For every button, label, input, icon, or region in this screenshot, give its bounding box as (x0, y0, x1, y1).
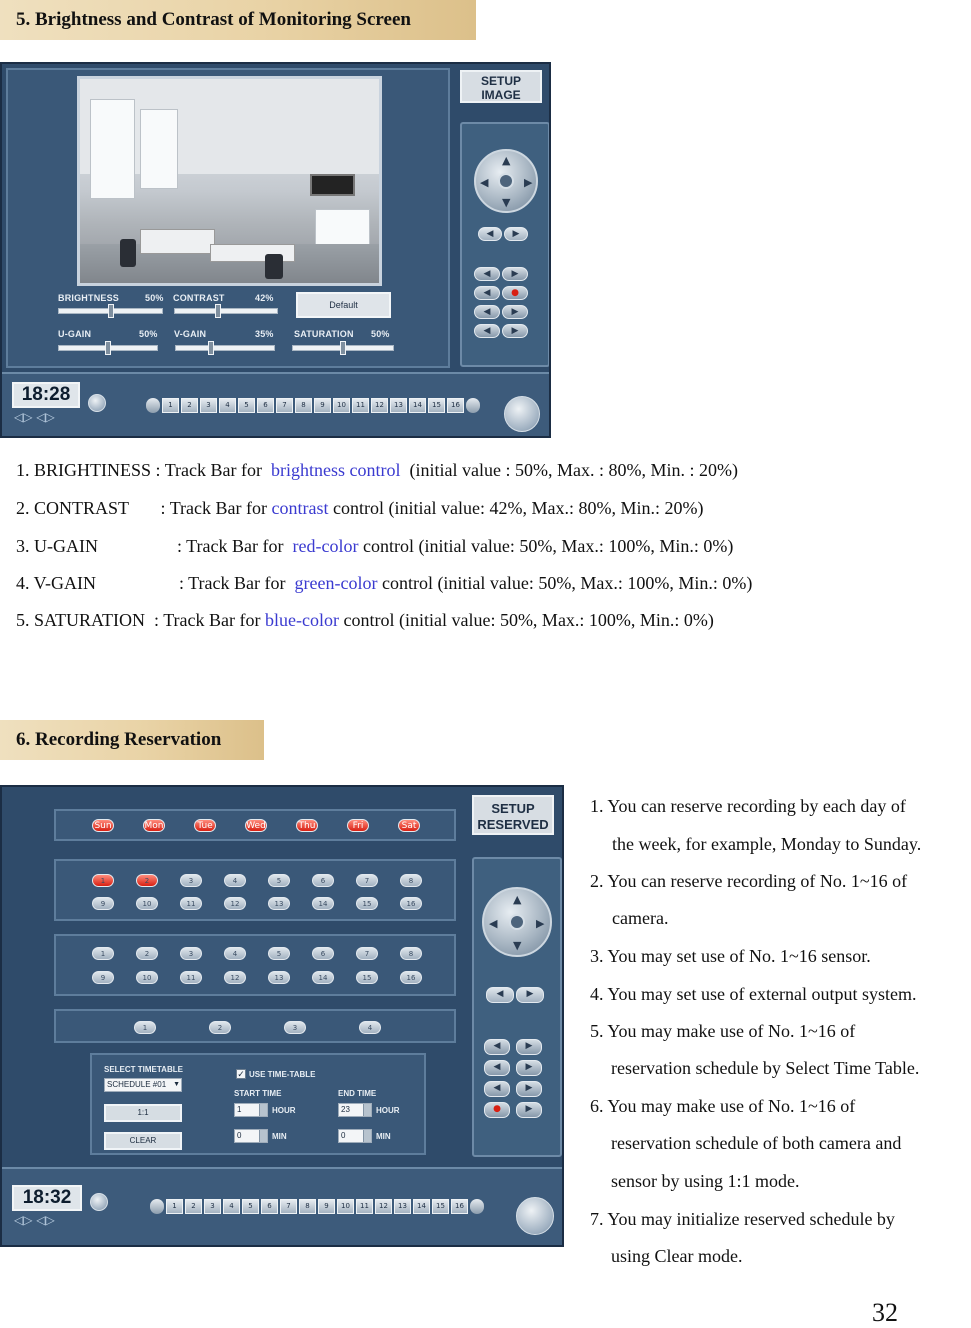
bottom-bar-2 (2, 1167, 564, 1247)
saturation-value: 50% (371, 329, 390, 339)
func-button-4[interactable]: ▶ (516, 1060, 542, 1076)
camera-button-8[interactable]: 8 (400, 874, 422, 887)
channel-button-16[interactable]: 16 (451, 1199, 468, 1214)
arrow-left-icon[interactable]: ◀ (489, 917, 498, 930)
camera-button-11[interactable]: 11 (180, 897, 202, 910)
channel-button-3[interactable]: 3 (204, 1199, 221, 1214)
arrow-right-icon[interactable]: ▶ (524, 176, 533, 189)
default-button[interactable]: Default (296, 292, 391, 318)
wall-tv (310, 174, 355, 196)
u-gain-value: 50% (139, 329, 158, 339)
func-button-8[interactable]: ▶ (516, 1102, 542, 1118)
sensor-button-6[interactable]: 6 (312, 947, 334, 960)
camera-view (77, 76, 382, 286)
arrow-up-icon[interactable]: ▲ (513, 893, 522, 906)
sensor-button-16[interactable]: 16 (400, 971, 422, 984)
sensor-button-13[interactable]: 13 (268, 971, 290, 984)
end-hour-label: HOUR (376, 1106, 400, 1115)
iris-close-button[interactable]: ◀ (474, 305, 500, 319)
sensor-button-9[interactable]: 9 (92, 971, 114, 984)
camera-button-1[interactable]: 1 (92, 874, 114, 887)
camera-button-16[interactable]: 16 (400, 897, 422, 910)
brightness-label: BRIGHTNESS (58, 293, 120, 303)
s6-item-7-line1: 7. You may initialize reserved schedule by (590, 1209, 895, 1229)
arrow-left-icon[interactable]: ◀ (480, 176, 489, 189)
channel-button-4[interactable]: 4 (223, 1199, 240, 1214)
func-button-6[interactable]: ▶ (516, 1081, 542, 1097)
select-timetable-label: SELECT TIMETABLE (104, 1065, 183, 1074)
section-5-heading: 5. Brightness and Contrast of Monitoring Screen (0, 0, 476, 40)
s5-item-1: 1. BRIGHTINESS : Track Bar for brightness control (initial value : 50%, Max. : 80%, Min. : 20%) (16, 460, 738, 480)
camera-button-7[interactable]: 7 (356, 874, 378, 887)
channel-button-9[interactable]: 9 (314, 398, 331, 413)
s6-item-4-line1: 4. You may set use of external output system. (590, 984, 917, 1004)
iris-open-button[interactable]: ▶ (502, 305, 528, 319)
channel-button-9[interactable]: 9 (318, 1199, 335, 1214)
schedule-select[interactable]: SCHEDULE #01 ▼ (104, 1078, 182, 1092)
start-min-input[interactable]: 0 (234, 1129, 268, 1143)
day-button-tue[interactable]: Tue (194, 819, 216, 832)
bottom-bar (2, 372, 551, 438)
next-button[interactable]: ▶ (504, 227, 528, 241)
camera-button-3[interactable]: 3 (180, 874, 202, 887)
preset-right-button[interactable]: ▶ (502, 324, 528, 338)
sensor-button-14[interactable]: 14 (312, 971, 334, 984)
sensor-button-15[interactable]: 15 (356, 971, 378, 984)
start-hour-label: HOUR (272, 1106, 296, 1115)
channel-button-7[interactable]: 7 (280, 1199, 297, 1214)
sensor-button-2[interactable]: 2 (136, 947, 158, 960)
channel-button-14[interactable]: 14 (413, 1199, 430, 1214)
s6-item-1-line2: the week, for example, Monday to Sunday. (612, 834, 922, 854)
start-min-label: MIN (272, 1132, 287, 1141)
camera-button-6[interactable]: 6 (312, 874, 334, 887)
channel-button-6[interactable]: 6 (261, 1199, 278, 1214)
clock-nav-icons[interactable]: ◁▷ ◁▷ (14, 410, 55, 424)
joystick-center[interactable] (498, 173, 514, 189)
brightness-slider[interactable] (58, 308, 163, 314)
section-6-heading: 6. Recording Reservation (0, 720, 264, 760)
next-button-2[interactable]: ▶ (516, 987, 544, 1003)
arrow-down-icon[interactable]: ▼ (502, 196, 511, 209)
channel-button-5[interactable]: 5 (238, 398, 255, 413)
end-min-label: MIN (376, 1132, 391, 1141)
camera-button-4[interactable]: 4 (224, 874, 246, 887)
eject-button[interactable] (88, 394, 106, 412)
s5-item-4: 4. V-GAIN : Track Bar for green-color control (initial value: 50%, Max.: 100%, Min.: 0%) (16, 573, 753, 593)
func-button-3[interactable]: ◀ (484, 1060, 510, 1076)
func-button-1[interactable]: ◀ (484, 1039, 510, 1055)
s6-item-2-line2: camera. (612, 908, 669, 928)
channel-button-14[interactable]: 14 (409, 398, 426, 413)
v-gain-value: 35% (255, 329, 274, 339)
contrast-slider-thumb[interactable] (215, 304, 221, 318)
contrast-slider[interactable] (174, 308, 278, 314)
camera-button-15[interactable]: 15 (356, 897, 378, 910)
channel-button-2[interactable]: 2 (181, 398, 198, 413)
use-timetable-label: USE TIME-TABLE (249, 1070, 316, 1079)
strip-left-cap[interactable] (146, 398, 160, 413)
channel-strip (146, 398, 480, 413)
sensor-button-12[interactable]: 12 (224, 971, 246, 984)
zoom-out-button[interactable]: ◀ (474, 267, 500, 281)
channel-button-6[interactable]: 6 (257, 398, 274, 413)
camera-button-2[interactable]: 2 (136, 874, 158, 887)
strip-right-cap[interactable] (470, 1199, 484, 1214)
image-setup-screenshot (0, 62, 551, 438)
ptz-joystick[interactable] (474, 149, 538, 213)
prev-button[interactable]: ◀ (478, 227, 502, 241)
channel-button-12[interactable]: 12 (375, 1199, 392, 1214)
output-button-1[interactable]: 1 (134, 1021, 156, 1034)
sensor-button-7[interactable]: 7 (356, 947, 378, 960)
channel-button-13[interactable]: 13 (394, 1199, 411, 1214)
ptz-joystick-2[interactable] (482, 887, 552, 957)
s6-item-6-line2: reservation schedule of both camera and (611, 1133, 902, 1153)
s6-item-7-line2: using Clear mode. (611, 1246, 743, 1266)
channel-button-15[interactable]: 15 (432, 1199, 449, 1214)
sensor-button-5[interactable]: 5 (268, 947, 290, 960)
sensor-panel (54, 934, 456, 996)
s6-item-3-line1: 3. You may set use of No. 1~16 sensor. (590, 946, 871, 966)
use-timetable-checkbox[interactable]: ✓ (237, 1069, 245, 1079)
func-button-2[interactable]: ▶ (516, 1039, 542, 1055)
channel-strip-2 (150, 1199, 484, 1214)
s6-item-6-line3: sensor by using 1:1 mode. (611, 1171, 800, 1191)
s6-item-2-line1: 2. You can reserve recording of No. 1~16 of (590, 871, 908, 891)
day-button-thu[interactable]: Thu (296, 819, 318, 832)
day-button-sat[interactable]: Sat (398, 819, 420, 832)
contrast-value: 42% (255, 293, 274, 303)
saturation-label: SATURATION (294, 329, 354, 339)
day-button-mon[interactable]: Mon (144, 821, 164, 831)
s5-item-3: 3. U-GAIN : Track Bar for red-color control (initial value: 50%, Max.: 100%, Min.: 0%) (16, 536, 734, 556)
sensor-button-3[interactable]: 3 (180, 947, 202, 960)
camera-button-10[interactable]: 10 (136, 897, 158, 910)
channel-button-5[interactable]: 5 (242, 1199, 259, 1214)
channel-button-7[interactable]: 7 (276, 398, 293, 413)
channel-button-8[interactable]: 8 (299, 1199, 316, 1214)
clock-nav-icons-2[interactable]: ◁▷ ◁▷ (14, 1213, 55, 1227)
u-gain-slider-thumb[interactable] (105, 341, 111, 355)
clock-display-2: 18:32 (12, 1185, 82, 1211)
channel-button-16[interactable]: 16 (447, 398, 464, 413)
contrast-label: CONTRAST (173, 293, 225, 303)
camera-panel (54, 859, 456, 921)
setup-image-label: SETUP IMAGE (460, 70, 542, 103)
s5-item-2: 2. CONTRAST : Track Bar for contrast control (initial value: 42%, Max.: 80%, Min.: 20%) (16, 498, 704, 518)
channel-button-4[interactable]: 4 (219, 398, 236, 413)
focus-far-button[interactable]: ● (502, 286, 528, 300)
eject-button-2[interactable] (90, 1193, 108, 1211)
page-number: 32 (872, 1298, 898, 1327)
setup-reserved-label: SETUP RESERVED (472, 795, 554, 835)
preset-left-button[interactable]: ◀ (474, 324, 500, 338)
end-min-input[interactable]: 0 (338, 1129, 372, 1143)
prev-button-2[interactable]: ◀ (486, 987, 514, 1003)
s6-item-5-line1: 5. You may make use of No. 1~16 of (590, 1021, 856, 1041)
output-panel (54, 1009, 456, 1043)
ptz-sidebar-2 (472, 857, 562, 1157)
sensor-button-4[interactable]: 4 (224, 947, 246, 960)
channel-button-8[interactable]: 8 (295, 398, 312, 413)
sensor-button-10[interactable]: 10 (136, 971, 158, 984)
s5-item-5: 5. SATURATION : Track Bar for blue-color control (initial value: 50%, Max.: 100%, Min.: 0%) (16, 610, 714, 630)
day-button-sun[interactable]: Sun (92, 819, 114, 832)
v-gain-slider[interactable] (175, 345, 275, 351)
channel-button-10[interactable]: 10 (333, 398, 350, 413)
strip-left-cap[interactable] (150, 1199, 164, 1214)
v-gain-label: V-GAIN (174, 329, 207, 339)
camera-button-5[interactable]: 5 (268, 874, 290, 887)
channel-button-15[interactable]: 15 (428, 398, 445, 413)
saturation-slider-thumb[interactable] (340, 341, 346, 355)
end-hour-input[interactable]: 23 (338, 1103, 372, 1117)
power-button[interactable] (504, 396, 540, 432)
channel-button-1[interactable]: 1 (166, 1199, 183, 1214)
output-button-4[interactable]: 4 (359, 1021, 381, 1034)
clear-button[interactable]: CLEAR (104, 1132, 182, 1150)
joystick-center[interactable] (509, 914, 525, 930)
one-to-one-button[interactable]: 1:1 (104, 1104, 182, 1122)
v-gain-slider-thumb[interactable] (208, 341, 214, 355)
s6-item-5-line2: reservation schedule by Select Time Table. (611, 1058, 920, 1078)
channel-button-13[interactable]: 13 (390, 398, 407, 413)
camera-button-14[interactable]: 14 (312, 897, 334, 910)
start-hour-input[interactable]: 1 (234, 1103, 268, 1117)
channel-button-2[interactable]: 2 (185, 1199, 202, 1214)
zoom-in-button[interactable]: ▶ (502, 267, 528, 281)
output-button-3[interactable]: 3 (284, 1021, 306, 1034)
channel-button-11[interactable]: 11 (356, 1199, 373, 1214)
camera-button-12[interactable]: 12 (224, 897, 246, 910)
channel-button-3[interactable]: 3 (200, 398, 217, 413)
reservation-setup-screenshot (0, 785, 564, 1247)
sensor-button-8[interactable]: 8 (400, 947, 422, 960)
func-button-7[interactable]: ● (484, 1102, 510, 1118)
power-button-2[interactable] (516, 1197, 554, 1235)
u-gain-slider[interactable] (58, 345, 158, 351)
brightness-slider-thumb[interactable] (108, 304, 114, 318)
arrow-down-icon[interactable]: ▼ (513, 939, 522, 952)
u-gain-label: U-GAIN (58, 329, 92, 339)
s6-item-1-line1: 1. You can reserve recording by each day of (590, 796, 906, 816)
dropdown-arrow-icon[interactable]: ▼ (173, 1081, 180, 1088)
sensor-button-11[interactable]: 11 (180, 971, 202, 984)
channel-button-10[interactable]: 10 (337, 1199, 354, 1214)
start-time-label: START TIME (234, 1089, 282, 1098)
channel-button-11[interactable]: 11 (352, 398, 369, 413)
arrow-right-icon[interactable]: ▶ (536, 917, 545, 930)
clock-display: 18:28 (12, 382, 80, 408)
saturation-slider[interactable] (292, 345, 394, 351)
output-button-2[interactable]: 2 (209, 1021, 231, 1034)
end-time-label: END TIME (338, 1089, 377, 1098)
camera-button-9[interactable]: 9 (92, 897, 114, 910)
channel-button-12[interactable]: 12 (371, 398, 388, 413)
func-button-5[interactable]: ◀ (484, 1081, 510, 1097)
brightness-value: 50% (145, 293, 164, 303)
channel-button-1[interactable]: 1 (162, 398, 179, 413)
s6-item-6-line1: 6. You may make use of No. 1~16 of (590, 1096, 856, 1116)
day-button-wed[interactable]: Wed (246, 821, 266, 831)
sensor-button-1[interactable]: 1 (92, 947, 114, 960)
ptz-sidebar (460, 122, 550, 367)
day-button-fri[interactable]: Fri (347, 819, 369, 832)
arrow-up-icon[interactable]: ▲ (502, 154, 511, 167)
camera-button-13[interactable]: 13 (268, 897, 290, 910)
strip-right-cap[interactable] (466, 398, 480, 413)
focus-near-button[interactable]: ◀ (474, 286, 500, 300)
